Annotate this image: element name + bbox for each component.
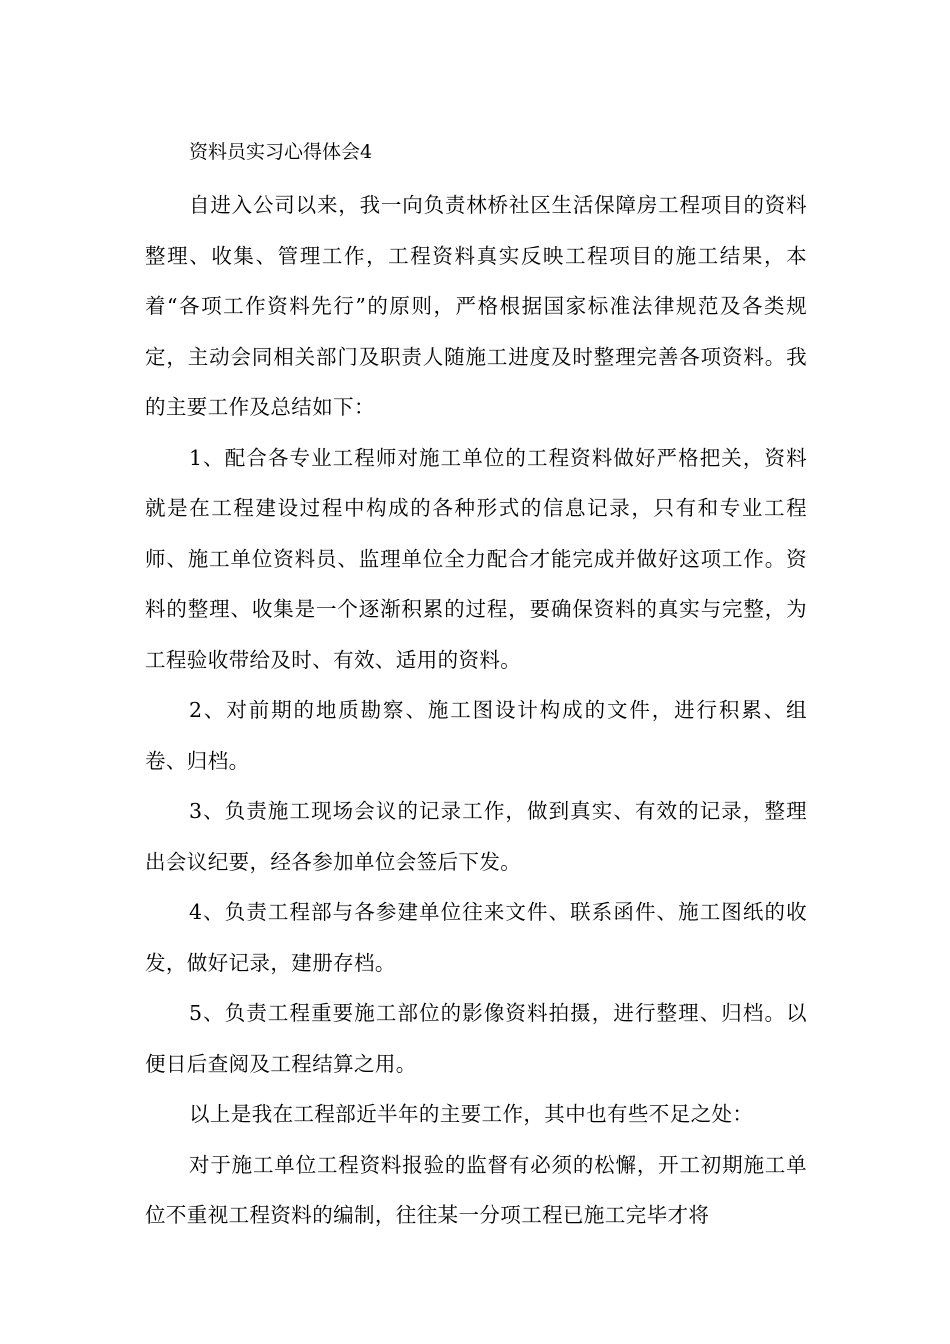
document-title: 资料员实习心得体会4: [189, 141, 373, 163]
paragraph-item-2: 2、对前期的地质勘察、施工图设计构成的文件，进行积累、组卷、归档。: [145, 698, 807, 773]
paragraph-shortcomings: 对于施工单位工程资料报验的监督有必须的松懈，开工初期施工单位不重视工程资料的编制，往往某一分项工程已施工完毕才将: [145, 1152, 807, 1227]
paragraph-summary: 以上是我在工程部近半年的主要工作，其中也有些不足之处：: [189, 1102, 754, 1126]
paragraph-item-1: 1、配合各专业工程师对施工单位的工程资料做好严格把关，资料就是在工程建设过程中构成的各种形式的信息记录，只有和专业工程师、施工单位资料员、监理单位全力配合才能完成并做好这项工作。资料的整理、收集是一个逐渐积累的过程，要确保资料的真实与完整，为工程验收带给及时、有效、适用的资料。: [145, 445, 807, 672]
paragraph-item-3: 3、负责施工现场会议的记录工作，做到真实、有效的记录，整理出会议纪要，经各参加单位会签后下发。: [145, 799, 807, 874]
paragraph-item-4: 4、负责工程部与各参建单位往来文件、联系函件、施工图纸的收发，做好记录，建册存档。: [145, 900, 807, 975]
paragraph-item-5: 5、负责工程重要施工部位的影像资料拍摄，进行整理、归档。以便日后查阅及工程结算之用。: [145, 1001, 807, 1076]
document-page: [145, 130, 807, 1241]
paragraph-intro: 自进入公司以来，我一向负责林桥社区生活保障房工程项目的资料整理、收集、管理工作，工程资料真实反映工程项目的施工结果，本着“各项工作资料先行”的原则，严格根据国家标准法律规范及各类规定，主动会同相关部门及职责人随施工进度及时整理完善各项资料。我的主要工作及总结如下：: [145, 193, 807, 419]
